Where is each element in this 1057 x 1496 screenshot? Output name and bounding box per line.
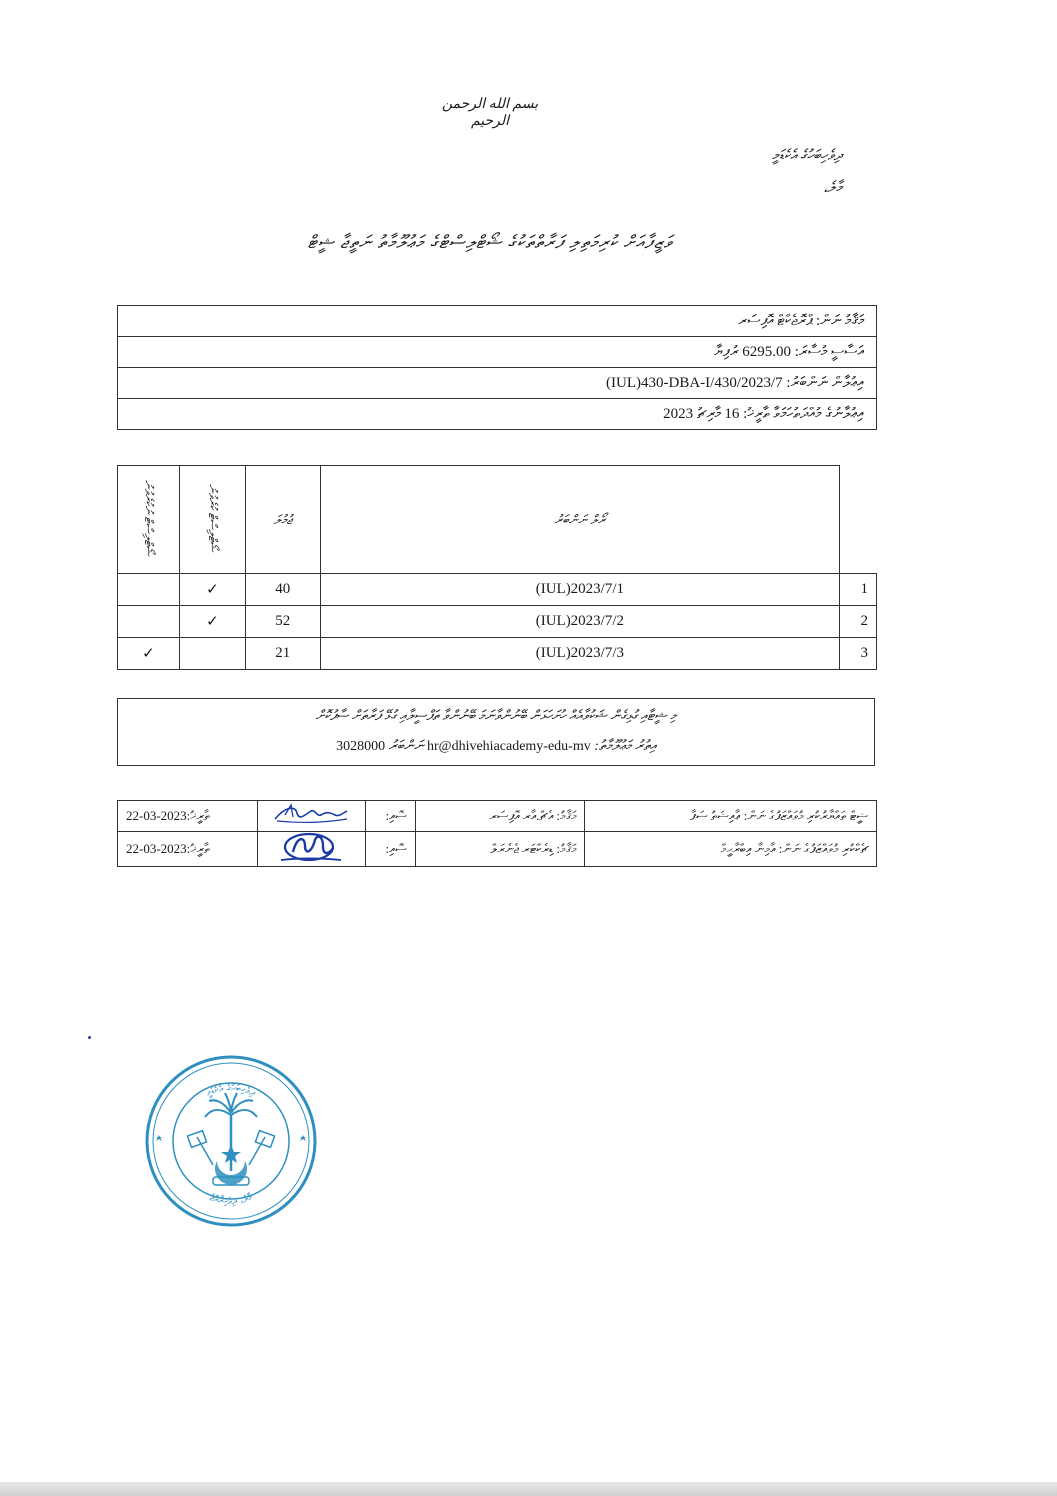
signature-label: ސޮއި: (365, 832, 415, 867)
header-not-shortlisted: ޝޯޓްލިސްޓް ނުކުރެވުނު (118, 466, 180, 574)
signature-date: 22-03-2023:ތާރީޚު (118, 801, 258, 832)
not-shortlisted-cell (118, 574, 180, 606)
roll-number-cell: (IUL)2023/7/1 (320, 574, 839, 606)
seal-top-text: ދިވެހިބަހުގެ އެކެޑަމީ (204, 1082, 258, 1100)
header-marks: ޖުމުލަ (245, 466, 320, 574)
signer-position: މަޤާމު: އެޗް.އާރ އޮފިސަރ (415, 801, 585, 832)
notice-line-1: މި ޝީޓާއި ގުޅިގެން ޝަކުވާއެއް ހުށަހަޅަން ބޭނުންވާނަމަ ބޭނުންވާ ތަފްސީލާއި ގުޅޭ ފަރާތަށް ސާފުކޮށް (315, 709, 677, 724)
info-row (118, 399, 877, 430)
shortlisted-check-cell: ✓ (179, 606, 245, 638)
row-index-cell: 1 (840, 574, 877, 606)
not-shortlisted-cell (118, 606, 180, 638)
signature-row (118, 801, 877, 832)
signer-role-name: ޝީޓް ތައްޔާރުކުރި މުވައްޒަފުގެ ނަން: ޢާއިޝަތު ސަފާ (585, 801, 877, 832)
info-row (118, 306, 877, 337)
info-row (118, 337, 877, 368)
signature-image (257, 801, 365, 832)
notice-contact-prefix: އިތުރު މަޢުލޫމާތު: (594, 739, 656, 754)
announcement-number-cell: އިޢުލާން ނަންބަރު: (IUL)430-DBA-I/430/2023/7 (118, 368, 877, 399)
table-row (118, 574, 877, 606)
header-index-blank (840, 466, 877, 574)
scan-edge-bar (0, 1482, 1057, 1496)
shortlisted-cell (179, 638, 245, 670)
handwritten-signature-2 (271, 832, 351, 862)
document-title: ވަޒީފާއަށް ކުރިމަތިލި ފަރާތްތަކުގެ ޝޯޓްލިސްޓްގެ މަޢުލޫމާތު ނަތީޖާ ޝީޓް (307, 232, 673, 252)
city-name: މާލެ، (823, 180, 842, 196)
signature-date: 22-03-2023:ތާރީޚު (118, 832, 258, 867)
table-row (118, 638, 877, 670)
ink-dot (88, 1036, 91, 1039)
signatures-table (117, 800, 877, 867)
marks-cell: 52 (245, 606, 320, 638)
not-shortlisted-check-cell: ✓ (118, 638, 180, 670)
organization-header (772, 140, 842, 204)
notice-line-2 (118, 732, 874, 762)
deadline-cell: އިޢުލާނުގެ މުއްދަތުހަމަވާ ތާރީޚު: 16 މާރިޗު 2023 (118, 399, 877, 430)
signer-position: މަޤާމު: ޑިރެކްޓަރ ޖެނެރަލް (415, 832, 585, 867)
official-seal (143, 1053, 319, 1234)
handwritten-signature-1 (271, 801, 351, 827)
marks-cell: 21 (245, 638, 320, 670)
signature-label: ސޮއި: (365, 801, 415, 832)
row-index-cell: 3 (840, 638, 877, 670)
salary-cell: އަސާސީ މުސާރަ: 6295.00 ރުފިޔާ (118, 337, 877, 368)
results-table (117, 465, 877, 670)
results-header-row (118, 466, 877, 574)
notice-phone-label: ނަންބަރު (388, 739, 424, 754)
bismillah-calligraphy: بسم الله الرحمن الرحيم (441, 97, 539, 129)
job-title-cell: މަޤާމު ނަން: ޕްރޮޖެކްޓް އޮފިސަރ (118, 306, 877, 337)
header-shortlisted: ޝޯޓްލިސްޓް ކުރެވުނު (179, 466, 245, 574)
info-row (118, 368, 877, 399)
marks-cell: 40 (245, 574, 320, 606)
notice-phone: 3028000 (336, 739, 386, 754)
table-row (118, 606, 877, 638)
shortlisted-check-cell: ✓ (179, 574, 245, 606)
header-number: ރޯލް ނަންބަރު (320, 466, 839, 574)
organization-name: ދިވެހިބަހުގެ އެކެޑަމީ (772, 148, 842, 164)
signer-role-name: ޗެކްކުރި މުވައްޒަފުގެ ނަން: އާމިނާ އިބްރާހީމް (585, 832, 877, 867)
signature-row (118, 832, 877, 867)
academy-seal-stamp (143, 1053, 319, 1229)
signature-image (257, 832, 365, 867)
job-info-table (117, 305, 877, 430)
roll-number-cell: (IUL)2023/7/3 (320, 638, 839, 670)
seal-bottom-text: މާލެ، ދިވެހިރާއްޖެ (207, 1192, 255, 1208)
row-index-cell: 2 (840, 606, 877, 638)
roll-number-cell: (IUL)2023/7/2 (320, 606, 839, 638)
notice-email: hr@dhivehiacademy-edu-mv (427, 739, 591, 754)
complaint-notice-box (117, 698, 875, 766)
